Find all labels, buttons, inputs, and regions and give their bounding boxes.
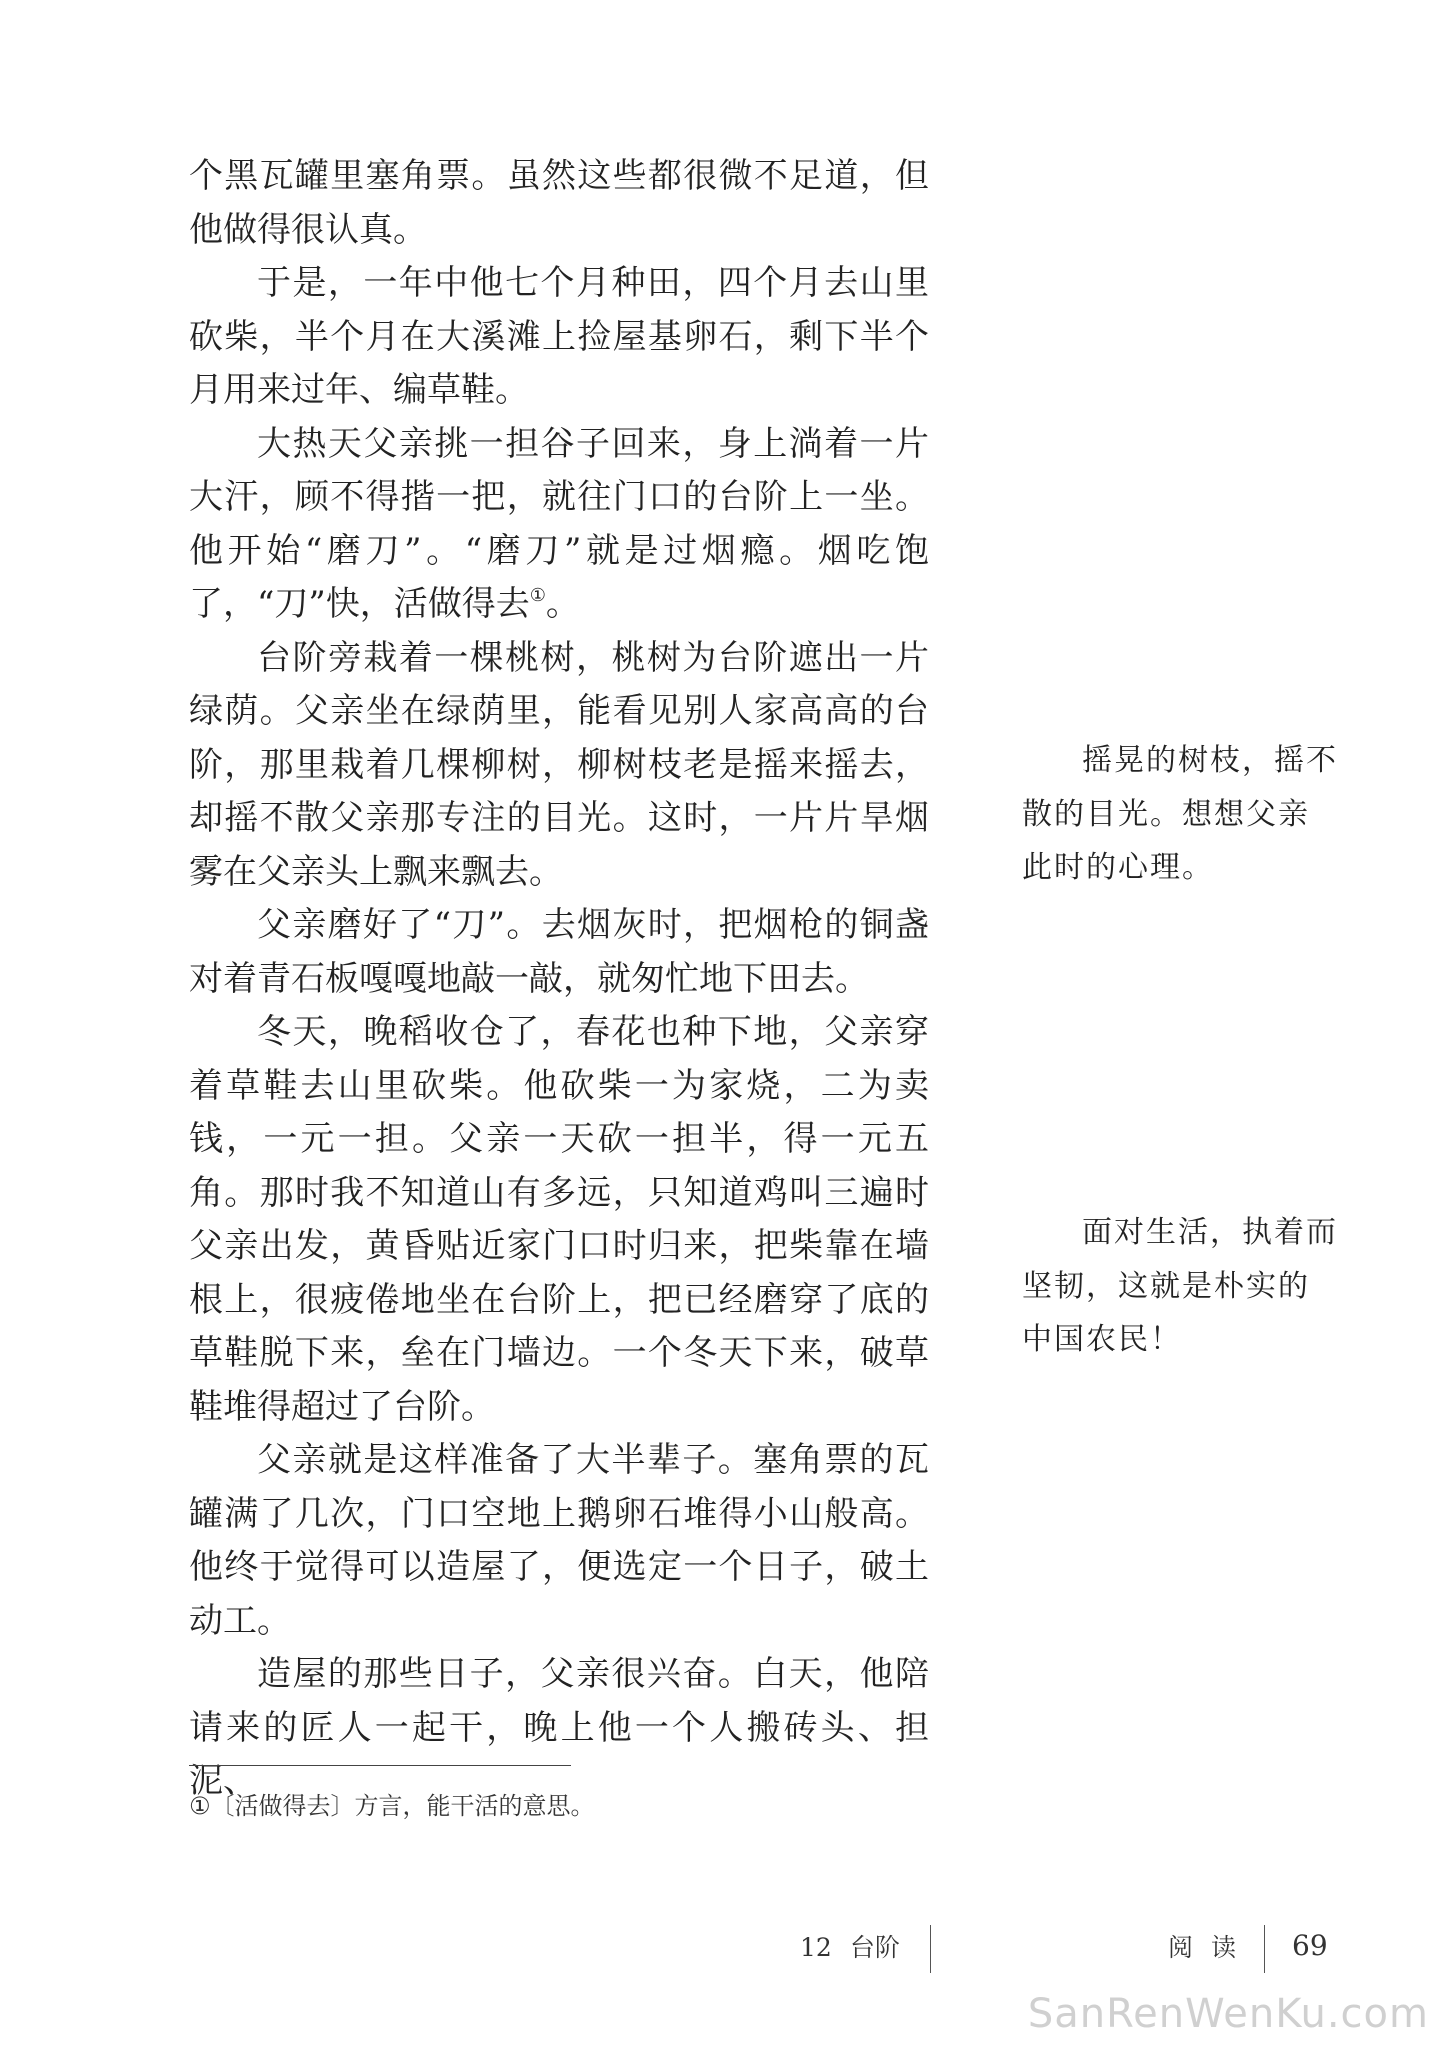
footnote-divider	[189, 1765, 571, 1766]
paragraph: 于是，一年中他七个月种田，四个月去山里砍柴，半个月在大溪滩上捡屋基卵石，剩下半个月用来过年、编草鞋。	[189, 263, 929, 410]
watermark: SanRenWenKu.com	[1027, 1991, 1429, 2037]
margin-note: 摇晃的树枝，摇不散的目光。想想父亲此时的心理。	[1022, 743, 1338, 885]
paragraph: 冬天，晚稻收仓了，春花也种下地，父亲穿着草鞋去山里砍柴。他砍柴一为家烧，二为卖钱，一元一担。父亲一天砍一担半，得一元五角。那时我不知道山有多远，只知道鸡叫三遍时父亲出发，黄昏贴近家门口时归来，把柴靠在墙根上，很疲倦地坐在台阶上，把已经磨穿了底的草鞋脱下来，垒在门墙边。一个冬天下来，破草鞋堆得超过了台阶。	[189, 1012, 929, 1427]
main-text	[189, 150, 929, 1809]
footer-divider	[1264, 1925, 1265, 1973]
footer-lesson	[800, 1930, 900, 1966]
section-label: 阅读	[1168, 1933, 1255, 1962]
paragraph-text: 大热天父亲挑一担谷子回来，身上淌着一片大汗，顾不得揩一把，就往门口的台阶上一坐。他开始“磨刀”。“磨刀”就是过烟瘾。烟吃饱了，“刀”快，活做得去	[189, 423, 929, 624]
page-number: 69	[1292, 1929, 1328, 1962]
lesson-number: 12	[800, 1933, 832, 1962]
footnote-reference[interactable]: ①	[529, 585, 546, 606]
footnote: ①〔活做得去〕方言，能干活的意思。	[189, 1792, 595, 1820]
paragraph: 个黑瓦罐里塞角票。虽然这些都很微不足道，但他做得很认真。	[189, 156, 929, 250]
paragraph	[189, 418, 929, 632]
paragraph: 父亲就是这样准备了大半辈子。塞角票的瓦罐满了几次，门口空地上鹅卵石堆得小山般高。他终于觉得可以造屋了，便选定一个日子，破土动工。	[189, 1440, 929, 1641]
footer-divider	[930, 1925, 931, 1973]
paragraph: 造屋的那些日子，父亲很兴奋。白天，他陪请来的匠人一起干，晚上他一个人搬砖头、担泥、	[189, 1654, 929, 1801]
lesson-title: 台阶	[849, 1933, 900, 1962]
paragraph-end: 。	[545, 584, 580, 624]
paragraph: 父亲磨好了“刀”。去烟灰时，把烟枪的铜盏对着青石板嘎嘎地敲一敲，就匆忙地下田去。	[189, 905, 929, 999]
margin-note: 面对生活，执着而坚韧，这就是朴实的中国农民！	[1022, 1215, 1338, 1357]
paragraph: 台阶旁栽着一棵桃树，桃树为台阶遮出一片绿荫。父亲坐在绿荫里，能看见别人家高高的台阶，那里栽着几棵柳树，柳树枝老是摇来摇去，却摇不散父亲那专注的目光。这时，一片片旱烟雾在父亲头上飘来飘去。	[189, 637, 929, 892]
